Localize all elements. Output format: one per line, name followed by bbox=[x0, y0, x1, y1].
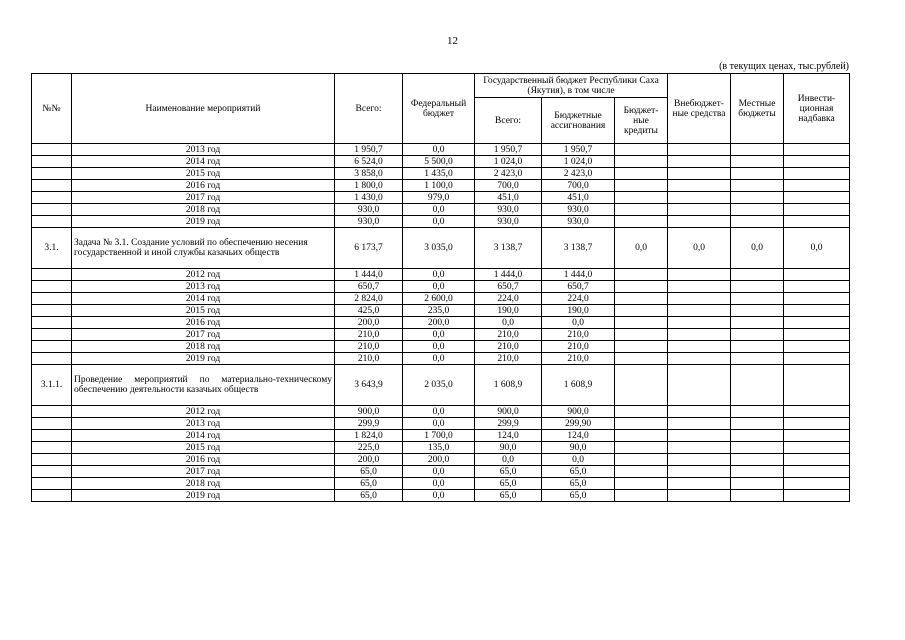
state-total-cell: 2 423,0 bbox=[475, 168, 542, 180]
state-total-cell: 210,0 bbox=[475, 353, 542, 365]
federal-cell: 3 035,0 bbox=[403, 228, 475, 269]
row-number-cell bbox=[32, 192, 72, 204]
local-cell bbox=[731, 466, 784, 478]
appropriations-cell: 2 423,0 bbox=[542, 168, 615, 180]
row-number-cell bbox=[32, 490, 72, 502]
table-row bbox=[32, 192, 850, 204]
extrabudget-cell: 0,0 bbox=[668, 228, 731, 269]
table-row bbox=[32, 490, 850, 502]
table-row bbox=[32, 430, 850, 442]
federal-cell: 135,0 bbox=[403, 442, 475, 454]
local-cell bbox=[731, 406, 784, 418]
federal-cell: 979,0 bbox=[403, 192, 475, 204]
total-cell: 930,0 bbox=[335, 204, 403, 216]
extrabudget-cell bbox=[668, 317, 731, 329]
invest-cell bbox=[784, 269, 850, 281]
invest-cell bbox=[784, 353, 850, 365]
federal-cell: 0,0 bbox=[403, 329, 475, 341]
col-header-state-total: Всего: bbox=[475, 98, 542, 144]
invest-cell bbox=[784, 406, 850, 418]
federal-cell: 0,0 bbox=[403, 269, 475, 281]
state-total-cell: 210,0 bbox=[475, 341, 542, 353]
appropriations-cell: 224,0 bbox=[542, 293, 615, 305]
local-cell bbox=[731, 269, 784, 281]
row-number-cell bbox=[32, 156, 72, 168]
federal-cell: 0,0 bbox=[403, 281, 475, 293]
extrabudget-cell bbox=[668, 192, 731, 204]
total-cell: 1 824,0 bbox=[335, 430, 403, 442]
appropriations-cell: 930,0 bbox=[542, 204, 615, 216]
extrabudget-cell bbox=[668, 353, 731, 365]
total-cell: 210,0 bbox=[335, 329, 403, 341]
state-total-cell: 650,7 bbox=[475, 281, 542, 293]
extrabudget-cell bbox=[668, 466, 731, 478]
total-cell: 299,9 bbox=[335, 418, 403, 430]
row-name-cell: 2015 год bbox=[72, 305, 335, 317]
local-cell bbox=[731, 168, 784, 180]
total-cell: 6 173,7 bbox=[335, 228, 403, 269]
col-header-invest: Инвести-ционная надбавка bbox=[784, 74, 850, 144]
row-name-cell: 2014 год bbox=[72, 293, 335, 305]
credits-cell bbox=[615, 305, 668, 317]
extrabudget-cell bbox=[668, 454, 731, 466]
unit-note: (в текущих ценах, тыс.рублей) bbox=[719, 61, 849, 72]
extrabudget-cell bbox=[668, 168, 731, 180]
appropriations-cell: 1 024,0 bbox=[542, 156, 615, 168]
invest-cell bbox=[784, 192, 850, 204]
credits-cell bbox=[615, 293, 668, 305]
state-total-cell: 1 608,9 bbox=[475, 365, 542, 406]
local-cell bbox=[731, 490, 784, 502]
state-total-cell: 3 138,7 bbox=[475, 228, 542, 269]
invest-cell bbox=[784, 478, 850, 490]
row-name-cell: 2012 год bbox=[72, 269, 335, 281]
local-cell bbox=[731, 442, 784, 454]
credits-cell bbox=[615, 204, 668, 216]
extrabudget-cell bbox=[668, 329, 731, 341]
col-header-credits: Бюджет-ные кредиты bbox=[615, 98, 668, 144]
invest-cell bbox=[784, 293, 850, 305]
local-cell bbox=[731, 329, 784, 341]
row-number-cell: 3.1.1. bbox=[32, 365, 72, 406]
federal-cell: 0,0 bbox=[403, 341, 475, 353]
appropriations-cell: 1 608,9 bbox=[542, 365, 615, 406]
appropriations-cell: 650,7 bbox=[542, 281, 615, 293]
table-row bbox=[32, 281, 850, 293]
table-row bbox=[32, 269, 850, 281]
credits-cell bbox=[615, 442, 668, 454]
state-total-cell: 451,0 bbox=[475, 192, 542, 204]
row-number-cell bbox=[32, 269, 72, 281]
extrabudget-cell bbox=[668, 442, 731, 454]
invest-cell bbox=[784, 156, 850, 168]
local-cell bbox=[731, 156, 784, 168]
local-cell bbox=[731, 478, 784, 490]
federal-cell: 2 600,0 bbox=[403, 293, 475, 305]
total-cell: 200,0 bbox=[335, 454, 403, 466]
local-cell bbox=[731, 293, 784, 305]
federal-cell: 5 500,0 bbox=[403, 156, 475, 168]
invest-cell bbox=[784, 317, 850, 329]
col-header-state-budget: Государственный бюджет Республики Саха (Якутия), в том числе bbox=[475, 74, 668, 98]
invest-cell: 0,0 bbox=[784, 228, 850, 269]
invest-cell bbox=[784, 490, 850, 502]
federal-cell: 0,0 bbox=[403, 478, 475, 490]
federal-cell: 0,0 bbox=[403, 490, 475, 502]
budget-table bbox=[31, 73, 850, 502]
state-total-cell: 1 950,7 bbox=[475, 144, 542, 156]
row-number-cell bbox=[32, 144, 72, 156]
table-row bbox=[32, 418, 850, 430]
invest-cell bbox=[784, 144, 850, 156]
row-name-cell: 2019 год bbox=[72, 490, 335, 502]
total-cell: 425,0 bbox=[335, 305, 403, 317]
table-row bbox=[32, 216, 850, 228]
invest-cell bbox=[784, 365, 850, 406]
invest-cell bbox=[784, 204, 850, 216]
task-row bbox=[32, 365, 850, 406]
table-row bbox=[32, 180, 850, 192]
total-cell: 65,0 bbox=[335, 466, 403, 478]
table-row bbox=[32, 293, 850, 305]
extrabudget-cell bbox=[668, 204, 731, 216]
row-name-cell: 2019 год bbox=[72, 216, 335, 228]
row-number-cell bbox=[32, 204, 72, 216]
row-name-cell: 2016 год bbox=[72, 454, 335, 466]
invest-cell bbox=[784, 466, 850, 478]
federal-cell: 0,0 bbox=[403, 204, 475, 216]
total-cell: 900,0 bbox=[335, 406, 403, 418]
row-name-cell: 2018 год bbox=[72, 341, 335, 353]
local-cell bbox=[731, 216, 784, 228]
row-number-cell bbox=[32, 353, 72, 365]
federal-cell: 0,0 bbox=[403, 353, 475, 365]
credits-cell bbox=[615, 353, 668, 365]
federal-cell: 2 035,0 bbox=[403, 365, 475, 406]
row-name-cell: 2015 год bbox=[72, 168, 335, 180]
row-name-cell: 2017 год bbox=[72, 466, 335, 478]
appropriations-cell: 451,0 bbox=[542, 192, 615, 204]
invest-cell bbox=[784, 168, 850, 180]
federal-cell: 1 100,0 bbox=[403, 180, 475, 192]
table-header bbox=[32, 74, 850, 144]
table-row bbox=[32, 317, 850, 329]
state-total-cell: 900,0 bbox=[475, 406, 542, 418]
extrabudget-cell bbox=[668, 216, 731, 228]
state-total-cell: 0,0 bbox=[475, 454, 542, 466]
row-number-cell bbox=[32, 281, 72, 293]
row-number-cell bbox=[32, 442, 72, 454]
state-total-cell: 299,9 bbox=[475, 418, 542, 430]
local-cell bbox=[731, 305, 784, 317]
invest-cell bbox=[784, 418, 850, 430]
col-header-name: Наименование мероприятий bbox=[72, 74, 335, 144]
local-cell bbox=[731, 454, 784, 466]
federal-cell: 0,0 bbox=[403, 406, 475, 418]
credits-cell bbox=[615, 156, 668, 168]
invest-cell bbox=[784, 281, 850, 293]
credits-cell bbox=[615, 317, 668, 329]
table-row bbox=[32, 144, 850, 156]
credits-cell bbox=[615, 168, 668, 180]
federal-cell: 0,0 bbox=[403, 216, 475, 228]
state-total-cell: 700,0 bbox=[475, 180, 542, 192]
invest-cell bbox=[784, 305, 850, 317]
row-number-cell bbox=[32, 317, 72, 329]
appropriations-cell: 210,0 bbox=[542, 353, 615, 365]
row-name-cell: 2015 год bbox=[72, 442, 335, 454]
state-total-cell: 90,0 bbox=[475, 442, 542, 454]
row-name-cell: 2014 год bbox=[72, 156, 335, 168]
page-number: 12 bbox=[447, 35, 458, 47]
appropriations-cell: 65,0 bbox=[542, 478, 615, 490]
state-total-cell: 930,0 bbox=[475, 216, 542, 228]
row-name-cell: 2012 год bbox=[72, 406, 335, 418]
total-cell: 200,0 bbox=[335, 317, 403, 329]
row-number-cell bbox=[32, 430, 72, 442]
appropriations-cell: 1 950,7 bbox=[542, 144, 615, 156]
federal-cell: 0,0 bbox=[403, 466, 475, 478]
appropriations-cell: 210,0 bbox=[542, 341, 615, 353]
state-total-cell: 190,0 bbox=[475, 305, 542, 317]
row-number-cell: 3.1. bbox=[32, 228, 72, 269]
row-number-cell bbox=[32, 454, 72, 466]
credits-cell bbox=[615, 144, 668, 156]
credits-cell bbox=[615, 466, 668, 478]
state-total-cell: 65,0 bbox=[475, 490, 542, 502]
row-name-cell: 2014 год bbox=[72, 430, 335, 442]
state-total-cell: 65,0 bbox=[475, 466, 542, 478]
col-header-extrabudget: Внебюджет-ные средства bbox=[668, 74, 731, 144]
row-number-cell bbox=[32, 216, 72, 228]
credits-cell bbox=[615, 192, 668, 204]
credits-cell bbox=[615, 281, 668, 293]
table-row bbox=[32, 454, 850, 466]
local-cell bbox=[731, 317, 784, 329]
total-cell: 210,0 bbox=[335, 341, 403, 353]
total-cell: 6 524,0 bbox=[335, 156, 403, 168]
row-number-cell bbox=[32, 180, 72, 192]
appropriations-cell: 65,0 bbox=[542, 490, 615, 502]
invest-cell bbox=[784, 454, 850, 466]
state-total-cell: 0,0 bbox=[475, 317, 542, 329]
extrabudget-cell bbox=[668, 341, 731, 353]
extrabudget-cell bbox=[668, 418, 731, 430]
local-cell bbox=[731, 144, 784, 156]
state-total-cell: 1 444,0 bbox=[475, 269, 542, 281]
local-cell bbox=[731, 341, 784, 353]
credits-cell bbox=[615, 430, 668, 442]
credits-cell bbox=[615, 269, 668, 281]
table-row bbox=[32, 406, 850, 418]
total-cell: 650,7 bbox=[335, 281, 403, 293]
invest-cell bbox=[784, 180, 850, 192]
appropriations-cell: 299,90 bbox=[542, 418, 615, 430]
table-body bbox=[32, 144, 850, 502]
row-number-cell bbox=[32, 406, 72, 418]
local-cell bbox=[731, 192, 784, 204]
row-name-cell: 2017 год bbox=[72, 192, 335, 204]
local-cell bbox=[731, 204, 784, 216]
task-row bbox=[32, 228, 850, 269]
row-name-cell: 2018 год bbox=[72, 204, 335, 216]
state-total-cell: 65,0 bbox=[475, 478, 542, 490]
total-cell: 1 430,0 bbox=[335, 192, 403, 204]
appropriations-cell: 0,0 bbox=[542, 454, 615, 466]
row-number-cell bbox=[32, 168, 72, 180]
federal-cell: 235,0 bbox=[403, 305, 475, 317]
table-row bbox=[32, 156, 850, 168]
row-name-cell: 2013 год bbox=[72, 144, 335, 156]
extrabudget-cell bbox=[668, 478, 731, 490]
table-row bbox=[32, 329, 850, 341]
row-name-cell: Задача № 3.1. Создание условий по обеспечению несения государственной и иной службы казачьих обществ bbox=[72, 228, 335, 269]
state-total-cell: 124,0 bbox=[475, 430, 542, 442]
row-number-cell bbox=[32, 293, 72, 305]
local-cell bbox=[731, 418, 784, 430]
extrabudget-cell bbox=[668, 293, 731, 305]
total-cell: 1 950,7 bbox=[335, 144, 403, 156]
appropriations-cell: 190,0 bbox=[542, 305, 615, 317]
federal-cell: 1 435,0 bbox=[403, 168, 475, 180]
extrabudget-cell bbox=[668, 365, 731, 406]
row-number-cell bbox=[32, 305, 72, 317]
row-name-cell: 2016 год bbox=[72, 180, 335, 192]
appropriations-cell: 65,0 bbox=[542, 466, 615, 478]
state-total-cell: 930,0 bbox=[475, 204, 542, 216]
row-name-cell: 2018 год bbox=[72, 478, 335, 490]
total-cell: 65,0 bbox=[335, 490, 403, 502]
row-number-cell bbox=[32, 329, 72, 341]
appropriations-cell: 90,0 bbox=[542, 442, 615, 454]
credits-cell bbox=[615, 365, 668, 406]
credits-cell bbox=[615, 341, 668, 353]
row-number-cell bbox=[32, 466, 72, 478]
credits-cell bbox=[615, 216, 668, 228]
row-name-cell: 2013 год bbox=[72, 281, 335, 293]
state-total-cell: 1 024,0 bbox=[475, 156, 542, 168]
credits-cell bbox=[615, 418, 668, 430]
credits-cell bbox=[615, 180, 668, 192]
extrabudget-cell bbox=[668, 490, 731, 502]
total-cell: 3 858,0 bbox=[335, 168, 403, 180]
federal-cell: 0,0 bbox=[403, 144, 475, 156]
extrabudget-cell bbox=[668, 430, 731, 442]
row-name-cell: 2016 год bbox=[72, 317, 335, 329]
row-name-cell: 2019 год bbox=[72, 353, 335, 365]
total-cell: 1 444,0 bbox=[335, 269, 403, 281]
credits-cell: 0,0 bbox=[615, 228, 668, 269]
total-cell: 3 643,9 bbox=[335, 365, 403, 406]
row-number-cell bbox=[32, 341, 72, 353]
row-name-cell: Проведение мероприятий по материально-техническому обеспечению деятельности казачьих обществ bbox=[72, 365, 335, 406]
appropriations-cell: 0,0 bbox=[542, 317, 615, 329]
local-cell bbox=[731, 353, 784, 365]
extrabudget-cell bbox=[668, 156, 731, 168]
state-total-cell: 210,0 bbox=[475, 329, 542, 341]
total-cell: 210,0 bbox=[335, 353, 403, 365]
extrabudget-cell bbox=[668, 269, 731, 281]
col-header-appropriations: Бюджетные ассигнования bbox=[542, 98, 615, 144]
row-number-cell bbox=[32, 418, 72, 430]
appropriations-cell: 3 138,7 bbox=[542, 228, 615, 269]
extrabudget-cell bbox=[668, 281, 731, 293]
table-row bbox=[32, 168, 850, 180]
extrabudget-cell bbox=[668, 406, 731, 418]
table-row bbox=[32, 204, 850, 216]
row-name-cell: 2013 год bbox=[72, 418, 335, 430]
credits-cell bbox=[615, 490, 668, 502]
federal-cell: 200,0 bbox=[403, 317, 475, 329]
local-cell bbox=[731, 180, 784, 192]
total-cell: 1 800,0 bbox=[335, 180, 403, 192]
local-cell: 0,0 bbox=[731, 228, 784, 269]
local-cell bbox=[731, 281, 784, 293]
row-number-cell bbox=[32, 478, 72, 490]
table-row bbox=[32, 305, 850, 317]
appropriations-cell: 930,0 bbox=[542, 216, 615, 228]
credits-cell bbox=[615, 329, 668, 341]
appropriations-cell: 124,0 bbox=[542, 430, 615, 442]
col-header-federal: Федеральный бюджет bbox=[403, 74, 475, 144]
local-cell bbox=[731, 365, 784, 406]
total-cell: 930,0 bbox=[335, 216, 403, 228]
credits-cell bbox=[615, 478, 668, 490]
federal-cell: 0,0 bbox=[403, 418, 475, 430]
invest-cell bbox=[784, 341, 850, 353]
extrabudget-cell bbox=[668, 180, 731, 192]
invest-cell bbox=[784, 216, 850, 228]
credits-cell bbox=[615, 406, 668, 418]
extrabudget-cell bbox=[668, 305, 731, 317]
total-cell: 225,0 bbox=[335, 442, 403, 454]
appropriations-cell: 700,0 bbox=[542, 180, 615, 192]
table-row bbox=[32, 341, 850, 353]
table-row bbox=[32, 353, 850, 365]
appropriations-cell: 210,0 bbox=[542, 329, 615, 341]
col-header-num: №№ bbox=[32, 74, 72, 144]
row-name-cell: 2017 год bbox=[72, 329, 335, 341]
federal-cell: 200,0 bbox=[403, 454, 475, 466]
invest-cell bbox=[784, 329, 850, 341]
extrabudget-cell bbox=[668, 144, 731, 156]
table-row bbox=[32, 442, 850, 454]
table-row bbox=[32, 478, 850, 490]
federal-cell: 1 700,0 bbox=[403, 430, 475, 442]
total-cell: 2 824,0 bbox=[335, 293, 403, 305]
invest-cell bbox=[784, 430, 850, 442]
appropriations-cell: 1 444,0 bbox=[542, 269, 615, 281]
table-row bbox=[32, 466, 850, 478]
credits-cell bbox=[615, 454, 668, 466]
total-cell: 65,0 bbox=[335, 478, 403, 490]
state-total-cell: 224,0 bbox=[475, 293, 542, 305]
invest-cell bbox=[784, 442, 850, 454]
col-header-local: Местные бюджеты bbox=[731, 74, 784, 144]
col-header-total: Всего: bbox=[335, 74, 403, 144]
local-cell bbox=[731, 430, 784, 442]
appropriations-cell: 900,0 bbox=[542, 406, 615, 418]
